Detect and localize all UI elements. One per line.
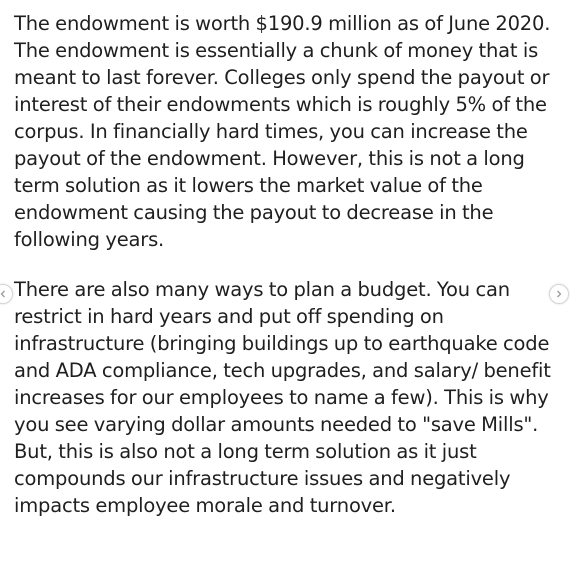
chevron-right-icon — [555, 289, 563, 300]
chevron-left-icon — [0, 289, 7, 300]
paragraph-endowment: The endowment is worth $190.9 million as of June 2020. The endowment is essentially a chunk of money that is meant to last forever. Colleges only spend the payout or interest of their endowments which is roughly 5% of the corpus. In financially hard times, you can increase the payout of the endowment. However, this is not a long term solution as it lowers the market value of the endowment causing the payout to decrease in the following years. — [14, 12, 551, 251]
paragraph-budget: There are also many ways to plan a budget. You can restrict in hard years and put off spending on infrastructure (bringing buildings up to earthquake code and ADA compliance, tech upgrades, and salary/ benefit increases for our employees to name a few). This is why you see varying dollar amounts needed to "save Mills". But, this is also not a long term solution as it just compounds our infrastructure issues and negatively impacts employee morale and turnover. — [14, 278, 551, 517]
previous-slide-button[interactable] — [0, 284, 13, 304]
post-text-content — [14, 10, 566, 519]
next-slide-button[interactable] — [549, 284, 569, 304]
